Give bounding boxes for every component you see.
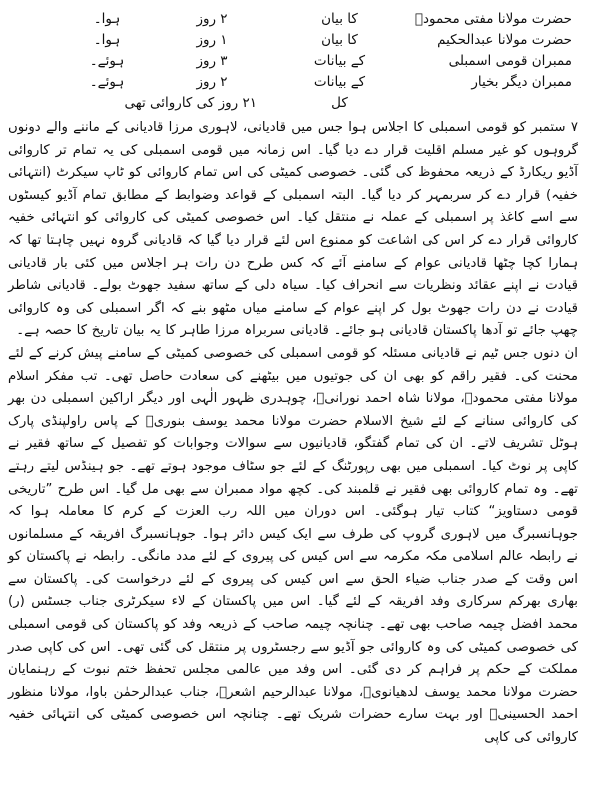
total-duration: ۲۱ روز کی کاروائی تھی — [124, 94, 257, 111]
row-ending: ہوا۔ — [93, 31, 121, 48]
duration-days: ۳ روز — [196, 52, 228, 69]
speaker-name: حضرت مولانا مفتی محمودؒ — [414, 10, 572, 27]
duration-days: ۲ روز — [196, 10, 228, 27]
total-label: کل — [331, 94, 348, 111]
duration-days: ۲ روز — [196, 73, 228, 90]
row-ending: ہوئے۔ — [89, 52, 125, 69]
proceedings-summary-table — [8, 8, 578, 113]
summary-row — [8, 29, 578, 50]
statement-type: کا بیان — [321, 10, 358, 27]
statement-type: کا بیان — [321, 31, 358, 48]
summary-total-row — [8, 92, 578, 113]
row-ending: ہوئے۔ — [89, 73, 125, 90]
statement-type: کے بیانات — [313, 73, 366, 90]
row-ending: ہوا۔ — [93, 10, 121, 27]
paragraph: ۷ ستمبر کو قومی اسمبلی کا اجلاس ہوا جس میں قادیانی، لاہوری مرزا قادیانی کے ماننے والے دونوں گروہوں کو غیر مسلم اقلیت قرار دے دیا گیا۔ اس زمانہ میں قومی اسمبلی کی یہ تمام تر کاروائی آڈیو ریکارڈ کے ذریعہ محفوظ کی گئی۔ خصوصی کمیٹی کی اس تمام کاروائی کو ٹاپ سیکرٹ (انتہائی خفیہ) قرار دے کر سربمہر کر دیا گیا۔ البتہ اسمبلی کے قواعد وضوابط کے مطابق تمام آڈیو کیسٹوں سے اسے کاغذ پر اسمبلی کے عملہ نے منتقل کیا۔ اس خصوصی کمیٹی کی کاروائی کو انتہائی خفیہ کاروائی قرار دے کر اس کی اشاعت کو ممنوع اس لئے قرار دیا گیا کہ قادیانی گروہ نہیں چاہتا تھا کہ ہمارا کچا چٹھا قادیانی عوام کے سامنے آئے کہ کس طرح دن رات ہر اجلاس میں کئی بار قادیانی قیادت نے اپنے عقائد ونظریات سے انحراف کیا۔ سیاہ دلی کے ساتھ سفید جھوٹ بولے۔ قادیانی شاطر قیادت نے دن رات جھوٹ بول کر اپنے عوام کے سامنے میاں مٹھو بنے کہ اگر اسمبلی کی وہ کاروائی چھپ جائے تو آدھا پاکستان قادیانی ہو جائے۔ قادیانی سربراہ مرزا طاہر کا یہ بیان تاریخ کا حصہ ہے۔ — [8, 120, 578, 339]
speaker-name: ممبران دیگر بخیار — [471, 73, 572, 90]
statement-type: کے بیانات — [313, 52, 366, 69]
body-text — [8, 117, 578, 750]
duration-days: ۱ روز — [196, 31, 228, 48]
summary-row — [8, 8, 578, 29]
summary-row — [8, 71, 578, 92]
speaker-name: ممبران قومی اسمبلی — [448, 52, 572, 69]
speaker-name: حضرت مولانا عبدالحکیم — [437, 31, 572, 48]
summary-row — [8, 50, 578, 71]
paragraph: ان دنوں جس ٹیم نے قادیانی مسئلہ کو قومی اسمبلی کی خصوصی کمیٹی کے سامنے پیش کرنے کے لئے محنت کی۔ فقیر راقم کو بھی ان کی جوتیوں میں بیٹھنے کی سعادت حاصل تھی۔ تب مفکر اسلام مولانا مفتی محمودؒ، مولانا شاہ احمد نورانیؒ، چوہدری ظہور الٰہی اور دیگر اراکین اسمبلی دن بھر کی کاروائی سنانے کے لئے شیخ الاسلام حضرت مولانا محمد یوسف بنوریؒ کے پاس راولپنڈی پارک ہوٹل تشریف لاتے۔ ان کی تمام گفتگو، قادیانیوں سے سوالات وجوابات کو تفصیل کے ساتھ فقیر نے کاپی پر نوٹ کیا۔ اسمبلی میں بھی رپورٹنگ کے لئے جو سٹاف موجود ہوتے تھے۔ جو ہینڈس لیتے رہتے تھے۔ وہ تمام کاروائی بھی فقیر نے قلمبند کی۔ کچھ مواد ممبران سے بھی مل گیا۔ اس طرح ”تاریخی قومی دستاویز“ کتاب تیار ہوگئی۔ اس دوران میں اللہ رب العزت کے کرم کا معاملہ ہوا کہ جوہانسبرگ میں لاہوری گروپ کی طرف سے ایک کیس دائر ہوا۔ جوہانسبرگ افریقہ کے مسلمانوں نے رابطہ عالم اسلامی مکہ مکرمہ سے اس کیس کی پیروی کے لئے مدد مانگی۔ رابطہ نے پاکستان کو اس وقت کے صدر جناب ضیاء الحق سے اس کیس کی پیروی کے لئے درخواست کی۔ پاکستان سے بھاری بھرکم سرکاری وفد افریقہ کے لئے گیا۔ اس میں پاکستان کے لاء سیکرٹری جناب جسٹس (ر) محمد افضل چیمہ صاحب بھی تھے۔ چنانچہ چیمہ صاحب کے ذریعہ وفد کو پاکستان کی قومی اسمبلی کی خصوصی کمیٹی کی وہ کاروائی جو آڈیو سے رجسٹروں پر منتقل کی گئی تھی۔ اس کی کاپی صدر مملکت کے حکم پر فراہم کر دی گئی۔ اس وفد میں عالمی مجلس تحفظ ختم نبوت کے رہنمایان حضرت مولانا محمد یوسف لدھیانویؒ، مولانا عبدالرحیم اشعرؒ، جناب عبدالرحمٰن باوا، مولانا منظور احمد الحسینیؒ اور بہت سارے حضرات شریک تھے۔ چنانچہ اس خصوصی کمیٹی کی انتہائی خفیہ کاروائی کی کاپی — [8, 345, 578, 746]
